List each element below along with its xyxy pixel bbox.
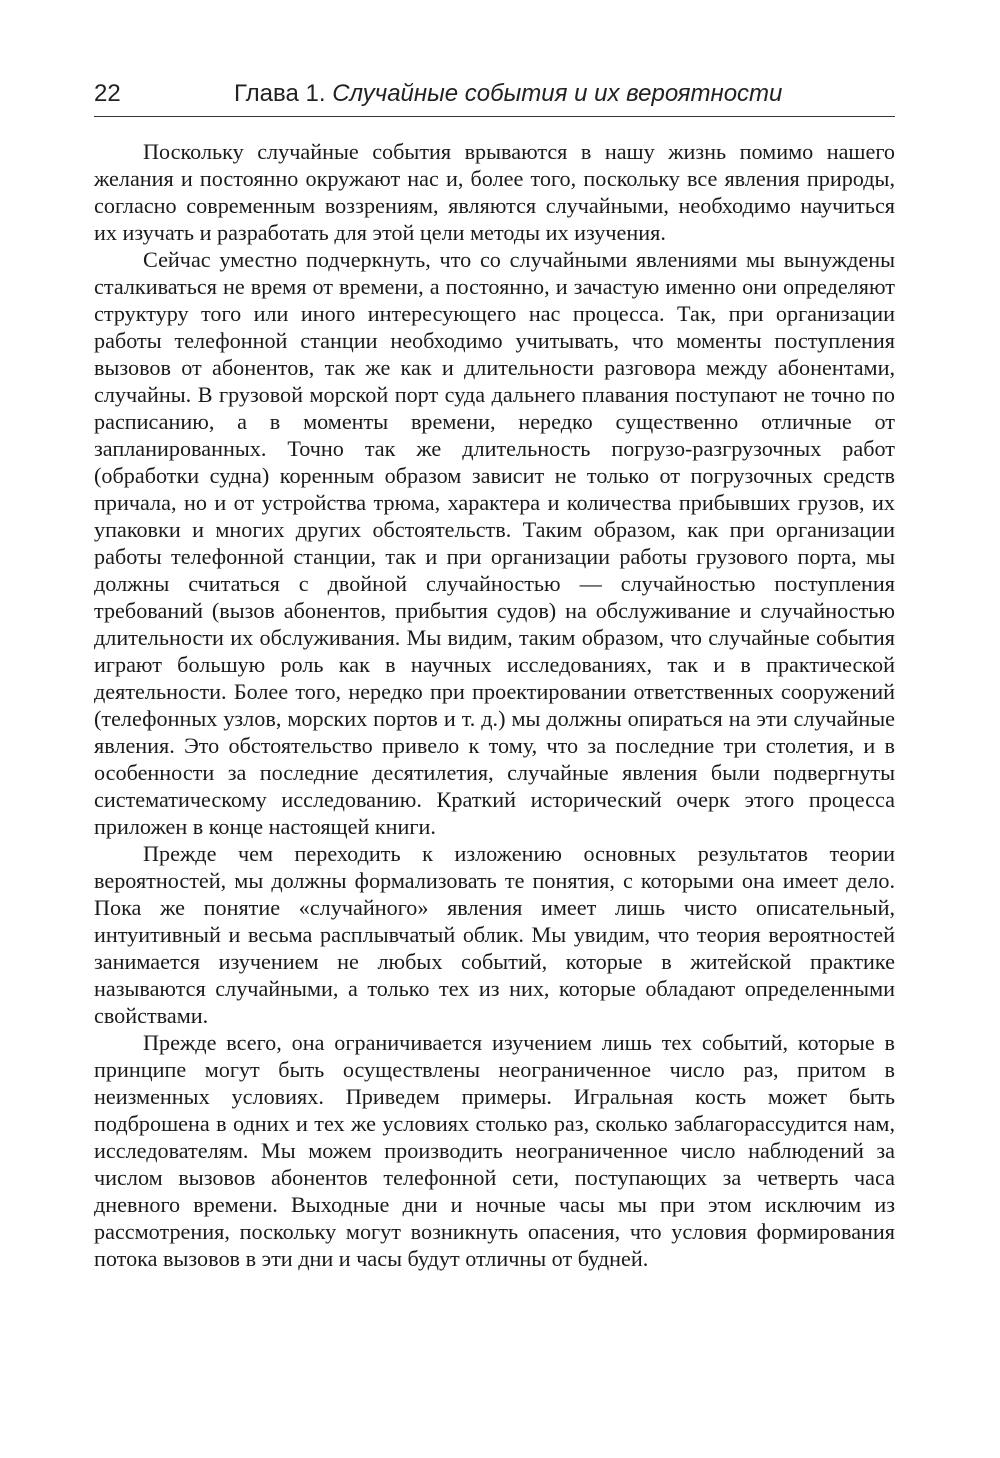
page-number: 22	[94, 80, 121, 107]
chapter-title: Случайные события и их вероятности	[332, 80, 783, 107]
chapter-label: Глава 1.	[234, 80, 326, 107]
running-head	[94, 76, 894, 116]
paragraph-4: Прежде всего, она ограничивается изучением лишь тех событий, которые в принципе могут быть осуществлены неограниченное число раз, притом в неизменных условиях. Приведем примеры. Игральная кость может быть подброшена в одних и тех же условиях столько раз, сколько заблагорассудится нам, исследователям. Мы можем производить неограниченное число наблюдений за числом вызовов абонентов телефонной сети, поступающих за четверть часа дневного времени. Выходные дни и ночные часы мы при этом исключим из рассмотрения, поскольку могут возникнуть опасения, что условия формирования потока вызовов в эти дни и часы будут отличны от будней.	[94, 1030, 895, 1271]
chapter-heading	[234, 76, 782, 112]
paragraph-3: Прежде чем переходить к изложению основных результатов теории вероятностей, мы должны формализовать те понятия, с которыми она имеет дело. Пока же понятие «случайного» явления имеет лишь чисто описательный, интуитивный и весьма расплывчатый облик. Мы увидим, что теория вероятностей занимается изучением не любых событий, которые в житейской практике называются случайными, а только тех из них, которые обладают определенными свойствами.	[94, 841, 895, 1028]
header-rule	[94, 116, 895, 117]
body-text	[94, 138, 895, 1272]
paragraph-2: Сейчас уместно подчеркнуть, что со случайными явлениями мы вынуждены сталкиваться не время от времени, а постоянно, и зачастую именно они определяют структуру того или иного интересующего нас процесса. Так, при организации работы телефонной станции необходимо учитывать, что моменты поступления вызовов от абонентов, так же как и длительности разговора между абонентами, случайны. В грузовой морской порт суда дальнего плавания поступают не точно по расписанию, а в моменты времени, нередко существенно отличные от запланированных. Точно так же длительность погрузо-разгрузочных работ (обработки судна) коренным образом зависит не только от погрузочных средств причала, но и от устройства трюма, характера и количества прибывших грузов, их упаковки и многих других обстоятельств. Таким образом, как при организации работы телефонной станции, так и при организации работы грузового порта, мы должны считаться с двойной случайностью — случайностью поступления требований (вызов абонентов, прибытия судов) на обслуживание и случайностью длительности их обслуживания. Мы видим, таким образом, что случайные события играют большую роль как в научных исследованиях, так и в практической деятельности. Более того, нередко при проектировании ответственных сооружений (телефонных узлов, морских портов и т. д.) мы должны опираться на эти случайные явления. Это обстоятельство привело к тому, что за последние три столетия, и в особенности за последние десятилетия, случайные явления были подвергнуты систематическому исследованию. Краткий исторический очерк этого процесса приложен в конце настоящей книги.	[94, 247, 895, 839]
paragraph-1: Поскольку случайные события врываются в нашу жизнь помимо нашего желания и постоянно окружают нас и, более того, поскольку все явления природы, согласно современным воззрениям, являются случайными, необходимо научиться их изучать и разработать для этой цели методы их изучения.	[94, 139, 895, 245]
